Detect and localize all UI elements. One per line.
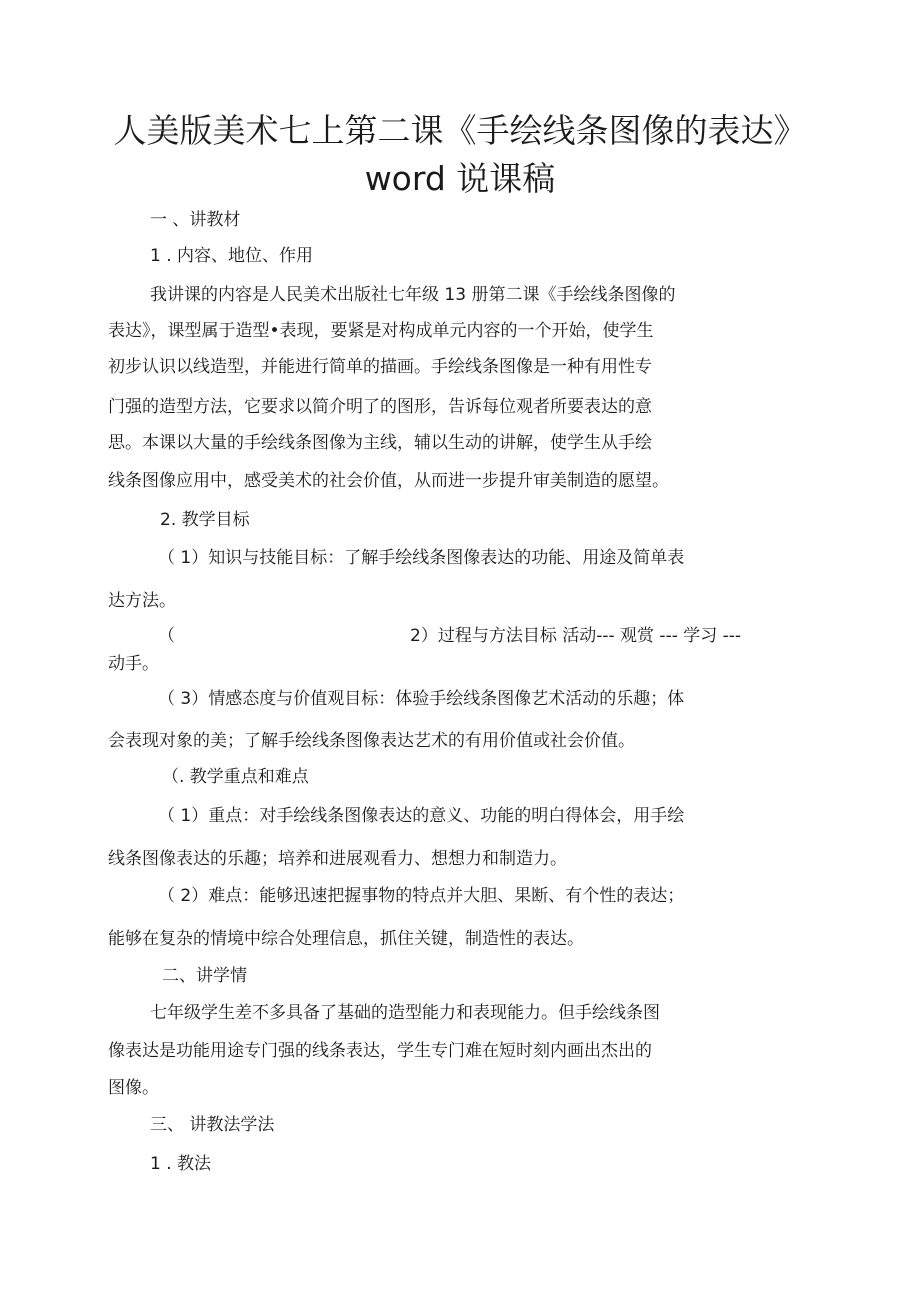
- subheading-3-1: 1 . 教法: [150, 1154, 212, 1174]
- document-title-line-1: 人美版美术七上第二课《手绘线条图像的表达》: [113, 111, 807, 150]
- subheading-1-2: 2. 教学目标: [160, 510, 250, 530]
- section-heading-2: 二、讲学情: [162, 966, 247, 986]
- paragraph-line: 表达》，课型属于造型•表现，要紧是对构成单元内容的一个开始，使学生: [108, 321, 654, 341]
- paragraph-line: 我讲课的内容是人民美术出版社七年级 13 册第二课《手绘线条图像的: [150, 285, 676, 305]
- paragraph-line: 思。本课以大量的手绘线条图像为主线，辅以生动的讲解，使学生从手绘: [108, 433, 652, 453]
- key-point-line: 能够在复杂的情境中综合处理信息，抓住关键，制造性的表达。: [108, 929, 584, 949]
- goal-line: 会表现对象的美；了解手绘线条图像表达艺术的有用价值或社会价值。: [108, 731, 635, 751]
- subheading-1-3: （. 教学重点和难点: [162, 767, 309, 787]
- key-point-line: （ 1）重点：对手绘线条图像表达的意义、功能的明白得体会，用手绘: [158, 806, 685, 826]
- document-title-line-2: word 说课稿: [364, 159, 556, 198]
- subheading-1-1: 1 . 内容、地位、作用: [150, 246, 314, 266]
- paragraph-line: 门强的造型方法，它要求以简介明了的图形，告诉每位观者所要表达的意: [108, 397, 652, 417]
- section-heading-3: 三、 讲教法学法: [150, 1115, 275, 1135]
- goal-line: 达方法。: [108, 591, 176, 611]
- goal-line: （ 1）知识与技能目标：了解手绘线条图像表达的功能、用途及简单表: [158, 548, 685, 568]
- goal-paren: （: [158, 626, 175, 646]
- paragraph-line: 图像。: [108, 1078, 159, 1098]
- key-point-line: （ 2）难点：能够迅速把握事物的特点并大胆、果断、有个性的表达；: [158, 886, 685, 906]
- goal-line: 动手。: [108, 654, 159, 674]
- key-point-line: 线条图像表达的乐趣；培养和进展观看力、想想力和制造力。: [108, 849, 567, 869]
- goal-line: 2）过程与方法目标 活动--- 观赏 --- 学习 ---: [410, 626, 742, 646]
- section-heading-1: 一 、讲教材: [150, 210, 241, 230]
- paragraph-line: 七年级学生差不多具备了基础的造型能力和表现能力。但手绘线条图: [150, 1003, 660, 1023]
- paragraph-line: 初步认识以线造型，并能进行简单的描画。手绘线条图像是一种有用性专: [108, 357, 652, 377]
- paragraph-line: 线条图像应用中，感受美术的社会价值，从而进一步提升审美制造的愿望。: [108, 471, 669, 491]
- paragraph-line: 像表达是功能用途专门强的线条表达，学生专门难在短时刻内画出杰出的: [108, 1041, 652, 1061]
- goal-line: （ 3）情感态度与价值观目标：体验手绘线条图像艺术活动的乐趣；体: [158, 689, 685, 709]
